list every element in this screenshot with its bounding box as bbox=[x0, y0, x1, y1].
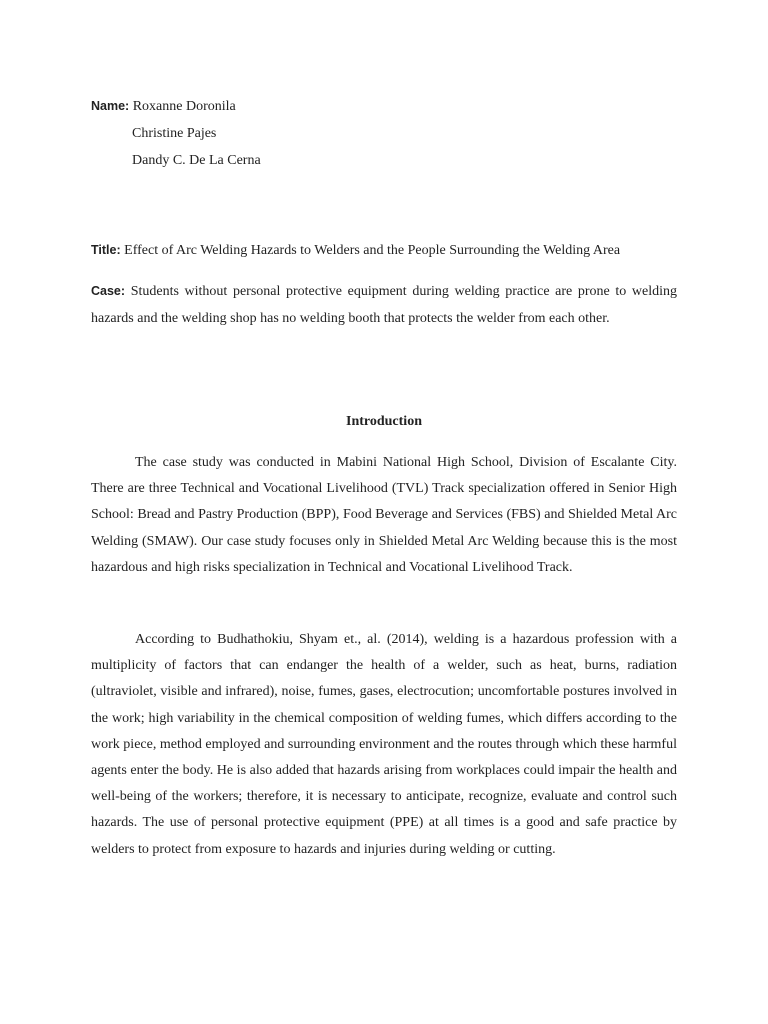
case-paragraph bbox=[91, 278, 677, 332]
author-row-1 bbox=[91, 93, 261, 120]
title-text: Effect of Arc Welding Hazards to Welders and the People Surrounding the Welding Area bbox=[124, 243, 621, 258]
name-label: Name: bbox=[91, 99, 130, 113]
author-name-2: Christine Pajes bbox=[132, 126, 217, 141]
title-line bbox=[91, 240, 691, 261]
case-label: Case: bbox=[91, 284, 126, 298]
author-block bbox=[91, 93, 261, 174]
case-text: Students without personal protective equipment during welding practice are prone to welding hazards and the welding shop has no welding booth that protects the welder from each other. bbox=[91, 284, 678, 326]
author-name-3: Dandy C. De La Cerna bbox=[132, 153, 261, 168]
title-label: Title: bbox=[91, 243, 121, 257]
author-name-1: Roxanne Doronila bbox=[132, 99, 236, 114]
author-row-2 bbox=[91, 120, 261, 147]
introduction-paragraph-1: The case study was conducted in Mabini National High School, Division of Escalante City. There are three Technical and Vocational Livelihood (TVL) Track specialization offered in Senior High School: Bread and Pastry Production (BPP), Food Beverage and Services (FBS) and Shielded Metal Arc Welding (SMAW). Our case study focuses only in Shielded Metal Arc Welding because this is the most hazardous and high risks specialization in Technical and Vocational Livelihood Track. bbox=[91, 455, 677, 575]
introduction-heading: Introduction bbox=[346, 414, 422, 429]
introduction-paragraph-2: According to Budhathokiu, Shyam et., al. (2014), welding is a hazardous profession with a multiplicity of factors that can endanger the health of a welder, such as heat, burns, radiation (ultraviolet, visible and infrared), noise, fumes, gases, electrocution; uncomfortable postures involved in the work; high variability in the chemical composition of welding fumes, which differs according to the work piece, method employed and surrounding environment and the routes through which these harmful agents enter the body. He is also added that hazards arising from workplaces could impair the health and well-being of the workers; therefore, it is necessary to anticipate, recognize, evaluate and control such hazards. The use of personal protective equipment (PPE) at all times is a good and safe practice by welders to protect from exposure to hazards and injuries during welding or cutting. bbox=[91, 632, 677, 857]
author-row-3 bbox=[91, 147, 261, 174]
